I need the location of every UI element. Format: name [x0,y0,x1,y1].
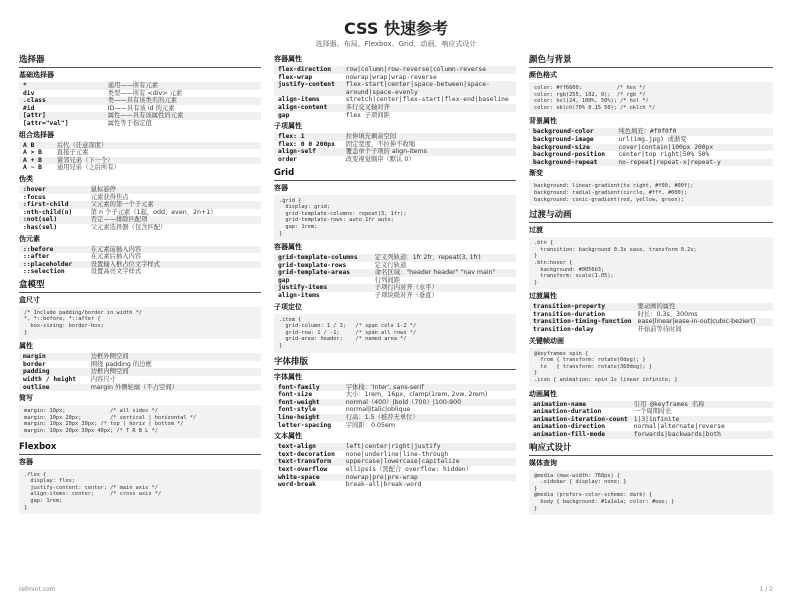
subsection-title: 关键帧动画 [529,336,564,345]
property-description: 覆盖单个子项的 align-items [342,148,516,156]
property-description: ellipsis（需配合 overflow: hidden） [345,465,473,473]
property-name: * [19,82,104,90]
table-background-props [529,128,773,166]
code-block-shorthand: margin: 10px; /* all sides */ margin: 10px 20px; /* vertical | horizontal */ margin: 10px 20px 30px; /* top | horiz | bottom */ margin: 10px 20px 30px 40px; /* T R B L */ [19,405,261,437]
property-name: border [23,360,46,368]
section-title-flexbox: Flexbox [19,442,261,455]
table-row [19,82,261,90]
property-description: 属性——具有该属性的元素 [104,112,261,120]
property-name: gap [278,276,290,284]
property-name: div [23,89,35,97]
subsection-title: 伪元素 [19,234,40,243]
property-description: 设置输入框占位文字样式 [87,261,261,269]
section-title-box-model: 盒模型 [19,280,261,293]
subsection-title: 颜色格式 [529,71,557,79]
property-description: forwards|backwards|both [630,431,773,439]
property-description: nowrap|pre|pre-wrap [342,474,516,482]
property-description: 子项行内对齐（水平） [371,284,516,292]
subsection-title: 基础选择器 [19,71,54,79]
table-row [274,443,516,451]
property-description: normal|alternate|reverse [633,423,725,431]
code-block-keyframes: @keyframes spin { from { transform: rotate(0deg); } to { transform: rotate(360deg); } } .icon { animation: spin 1s linear infinite; } [529,348,773,387]
property-name: A > B [23,149,42,157]
table-row [529,318,773,326]
property-name: grid-template-areas [274,269,371,277]
table-row [19,201,261,209]
table-row [19,368,261,376]
property-name: grid-template-columns [274,254,371,262]
property-name: align-items [278,96,320,104]
property-name: align-self [274,148,342,156]
property-description: no-repeat|repeat-x|repeat-y [614,159,773,167]
subsection-title: 媒体查询 [529,458,557,467]
subsection-title: 背景属性 [529,117,557,126]
property-name: background-size [529,144,614,152]
property-name: .class [19,97,104,105]
table-row [19,224,261,232]
property-description: 鼠标悬停 [87,186,261,194]
property-name: flex-direction [274,66,342,74]
code-block-color-formats: color: #ff6600; /* hex */ color: rgb(255, 102, 0); /* rgb */ color: hsl(24, 100%, 50%); /* hsl */ color: oklch(70% 0.15 50); /* oklch */ [529,82,773,114]
section-title-grid: Grid [274,168,516,181]
property-description: normal|italic|oblique [345,406,411,414]
column-1 [19,55,261,517]
property-name: ::before [19,246,87,254]
table-row [274,81,516,96]
property-description: 直接子元素 [56,149,89,157]
property-name: text-transform [274,458,342,466]
code-block-box-sizing: /* Include padding/border in width */ *, *::before, *::after { box-sizing: border-box; } [19,307,261,339]
section-title-selectors: 选择器 [19,55,261,68]
page-subtitle: 选择器、布局、Flexbox、Grid、动画、响应式设计 [315,40,477,48]
table-row [19,112,261,120]
property-description: 边框外侧空间 [87,353,261,361]
property-description: 1|3|infinite [630,416,773,424]
table-row [19,149,261,157]
code-block-grid-placement: .item { grid-column: 1 / 3; /* span cols 1-2 */ grid-row: 1 / -1; /* span all rows */ grid-area: header; /* named area */ } [274,314,516,353]
property-description: nowrap|wrap|wrap-reverse [345,73,437,81]
property-name: animation-name [529,401,630,409]
property-description: 父元素的第一个子元素 [87,201,261,209]
subsection-title: 容器 [19,457,33,466]
column-2 [274,55,516,492]
table-row [529,431,773,439]
property-name: width / height [23,376,77,384]
table-row [19,186,261,194]
property-description: stretch|center|flex-start|flex-end|baseline [345,96,509,104]
property-name: letter-spacing [278,421,332,429]
property-name: font-weight [274,399,342,407]
table-row [19,97,261,105]
property-name: background-repeat [529,159,614,167]
table-row [274,481,516,489]
footer-page-number: 1 / 2 [759,586,773,593]
property-name: transition-delay [533,326,594,334]
property-description: uppercase|lowercase|capitalize [342,458,516,466]
property-description: break-all|break-word [345,481,422,489]
property-description: 改变视觉顺序（默认 0） [345,155,415,163]
property-name: ::selection [23,268,65,276]
table-row [274,156,516,164]
table-row [19,164,261,172]
table-row [529,136,773,144]
property-description: left|center|right|justify [342,443,516,451]
table-row [19,157,261,165]
property-name: animation-duration [533,408,602,416]
table-box-properties [19,353,261,391]
property-description: 引用 @keyframes 名称 [630,401,773,409]
property-name: [attr] [19,112,104,120]
subsection-title: 容器属性 [274,243,302,252]
property-name: text-align [274,443,342,451]
table-row [19,376,261,384]
property-name: text-decoration [278,450,335,458]
code-block-transition: .btn { transition: background 0.3s ease, transform 0.2s; } .btn:hover { background: #0056b3; transform: scale(1.05); } [529,237,773,289]
property-description: 拉伸填充剩余空间 [342,133,516,141]
table-row [274,66,516,74]
property-name: font-style [278,406,316,414]
table-row [529,151,773,159]
table-row [274,292,516,300]
property-name: background-color [529,128,614,136]
property-description: 行高：1.5（推荐无单位） [342,414,516,422]
table-row [529,128,773,136]
subsection-title: 过渡属性 [529,292,557,301]
code-block-gradients: background: linear-gradient(to right, #f00, #00f); background: radial-gradient(circle, #fff, #000); background: conic-gradient(red, yellow, green); [529,180,773,206]
property-description: 字体栈：'Inter', sans-serif [342,384,516,392]
property-name: flex-wrap [278,73,313,81]
property-description: 大小：1rem、16px、clamp(1rem, 2vw, 2rem) [345,391,488,399]
table-row [19,246,261,254]
subsection-title: 容器属性 [274,55,302,63]
property-name: grid-template-rows [278,261,347,269]
property-description: 命名区域："header header" "nav main" [371,269,516,277]
property-name: :hover [19,186,87,194]
table-font-props [274,384,516,430]
property-name: word-break [278,481,316,489]
property-name: flex: 0 0 200px [278,140,335,148]
table-grid-props [274,254,516,300]
property-description: 属性等于指定值 [107,119,152,127]
property-description: 紧邻兄弟（下一个） [53,157,261,165]
property-name: A B [19,142,53,150]
subsection-title: 动画属性 [529,389,557,398]
table-row [19,384,261,392]
property-description: 内容尺寸 [90,376,116,384]
table-row [274,112,516,120]
property-name: gap [278,111,290,119]
property-description: 在元素后插入内容 [90,253,142,261]
table-row [529,159,773,167]
property-description: row|column|row-reverse|column-reverse [342,66,516,74]
table-row [274,399,516,407]
table-row [19,353,261,361]
property-description: 元素获得焦点 [90,193,129,201]
table-row [274,451,516,459]
property-description: ease|linear|ease-in-out|cubic-bezier() [634,318,773,326]
table-row [19,194,261,202]
table-flex-container-props [274,66,516,119]
property-name: :has(sel) [23,223,58,231]
table-pseudo-elements [19,246,261,276]
table-row [274,269,516,277]
table-row [274,474,516,482]
property-name: :first-child [19,201,87,209]
property-name: text-overflow [278,465,328,473]
property-description: 开始前等待时间 [637,326,682,334]
table-row [274,133,516,141]
property-description: 后代（任意深度） [53,142,261,150]
property-name: transition-timing-function [529,318,634,326]
property-description: 一个周期时长 [633,408,672,416]
code-block-grid-container: .grid { display: grid; grid-template-columns: repeat(3, 1fr); grid-template-rows: auto 1fr auto; gap: 1rem; } [274,195,516,241]
property-name: font-family [274,384,342,392]
property-name: A + B [19,157,53,165]
table-row [19,268,261,276]
property-description: none|underline|line-through [345,450,449,458]
table-pseudo-classes [19,186,261,232]
table-text-props [274,443,516,489]
table-row [274,406,516,414]
subsection-title: 简写 [19,394,33,403]
table-row [529,326,773,334]
property-description: flex 子项间距 [345,111,390,119]
property-name: animation-direction [533,423,606,431]
property-description: 多行交叉轴对齐 [342,104,516,112]
property-name: animation-fill-mode [529,431,630,439]
property-name: white-space [274,474,342,482]
property-name: :focus [23,193,46,201]
property-name: [attr="val"] [23,119,69,127]
subsection-title: 容器 [274,183,288,192]
property-description: 父元素选择器（包含匹配） [90,223,167,231]
property-description: 行列间距 [374,276,400,284]
table-row [274,422,516,430]
subsection-title: 字体属性 [274,372,302,381]
table-row [274,254,516,262]
property-name: align-content [274,104,342,112]
table-row [19,120,261,128]
footer-site: refmint.com [19,586,56,593]
property-description: 在元素前插入内容 [87,246,261,254]
table-row [274,96,516,104]
code-block-flex-container: .flex { display: flex; justify-content: center; /* main axis */ align-items: center; /* cross axis */ gap: 1rem; } [19,469,261,515]
property-description: 时长：0.3s、300ms [637,310,698,318]
page-title: CSS 快速参考 [344,19,448,38]
property-description: flex-start|center|space-between|space-around|space-evenly [342,81,516,96]
property-name: :nth-child(n) [23,208,73,216]
subsection-title: 渐变 [529,169,543,178]
property-name: transition-property [529,303,634,311]
property-name: align-items [278,292,320,300]
code-block-media-queries: @media (max-width: 768px) { .sidebar { display: none; } } @media (prefers-color-scheme: dark) { body { background: #1a1a1a; color: #eee; } } [529,470,773,516]
section-title-responsive: 响应式设计 [529,443,773,456]
table-flex-child-props [274,133,516,163]
property-description: 要动画的属性 [634,303,773,311]
property-description: 定义列轨道：1fr 2fr、repeat(3, 1fr) [371,254,516,262]
property-name: flex: 1 [274,133,342,141]
property-description: 类——具有该类名的元素 [104,97,261,105]
table-row [274,391,516,399]
property-description: margin 外侧轮廓（不占空间） [87,384,261,392]
table-combinators [19,142,261,172]
property-name: ::after [23,253,50,261]
column-3 [529,55,773,518]
section-title-colors: 颜色与背景 [529,55,773,68]
property-name: font-size [278,391,313,399]
property-name: A ~ B [23,164,42,172]
subsection-title: 盒尺寸 [19,295,40,304]
property-name: #id [23,104,35,112]
table-row [19,216,261,224]
table-row [274,458,516,466]
property-name: justify-content [274,81,342,96]
property-description: 字间距：0.05em [345,421,395,429]
property-name: ::placeholder [19,261,87,269]
subsection-title: 属性 [19,342,33,351]
subsection-title: 文本属性 [274,432,302,441]
subsection-title: 子项属性 [274,122,302,131]
subsection-title: 子项定位 [274,302,302,311]
property-description: 纯色填充：#f0f0f0 [614,128,773,136]
property-description: 设置高亮文字样式 [90,268,142,276]
property-name: background-image [533,135,594,143]
property-name: line-height [274,414,342,422]
property-name: padding [19,368,87,376]
property-description: 边框内侧空间 [87,368,261,376]
property-description: 定义行轨道 [374,261,407,269]
property-description: center|top right|50% 50% [618,151,710,159]
table-row [529,303,773,311]
property-description: 固定宽度，不拉伸不收缩 [345,140,416,148]
property-name: outline [19,384,87,392]
property-description: 围绕 padding 的边框 [90,360,152,368]
property-name: order [278,155,297,163]
property-description: ID——具有该 id 的元素 [107,104,175,112]
property-description: 通用兄弟（之后所有） [56,164,120,172]
property-name: transition-duration [533,310,606,318]
property-description: 第 n 个子元素（1起，odd、even、2n+1） [90,208,217,216]
property-name: margin [19,353,87,361]
property-description: 否定——排除匹配项 [87,216,261,224]
property-description: 子项块级对齐（垂直） [374,292,438,300]
subsection-title: 伪类 [19,174,33,183]
table-basic-selectors [19,82,261,128]
property-name: justify-items [274,284,371,292]
property-name: :not(sel) [19,216,87,224]
property-description: cover|contain|100px 200px [614,144,773,152]
property-name: background-position [533,151,606,159]
property-name: animation-iteration-count [529,416,630,424]
table-row [274,466,516,474]
property-description: 类型——所有 <div> 元素 [107,89,183,97]
section-title-typography: 字体排版 [274,357,516,370]
table-row [274,148,516,156]
property-description: url(img.jpg) 或渐变 [618,135,687,143]
table-row [274,104,516,112]
table-row [529,408,773,416]
property-description: 通用——所有元素 [104,82,261,90]
subsection-title: 过渡 [529,226,543,235]
section-title-transitions: 过渡与动画 [529,210,773,223]
property-description: normal（400）|bold（700）|100-900 [342,399,516,407]
table-row [19,361,261,369]
table-transition-props [529,303,773,333]
page-header [0,20,792,49]
subsection-title: 组合选择器 [19,130,54,139]
table-row [274,414,516,422]
table-row [529,423,773,431]
table-row [19,142,261,150]
table-animation-props [529,401,773,439]
table-row [274,284,516,292]
table-row [19,253,261,261]
